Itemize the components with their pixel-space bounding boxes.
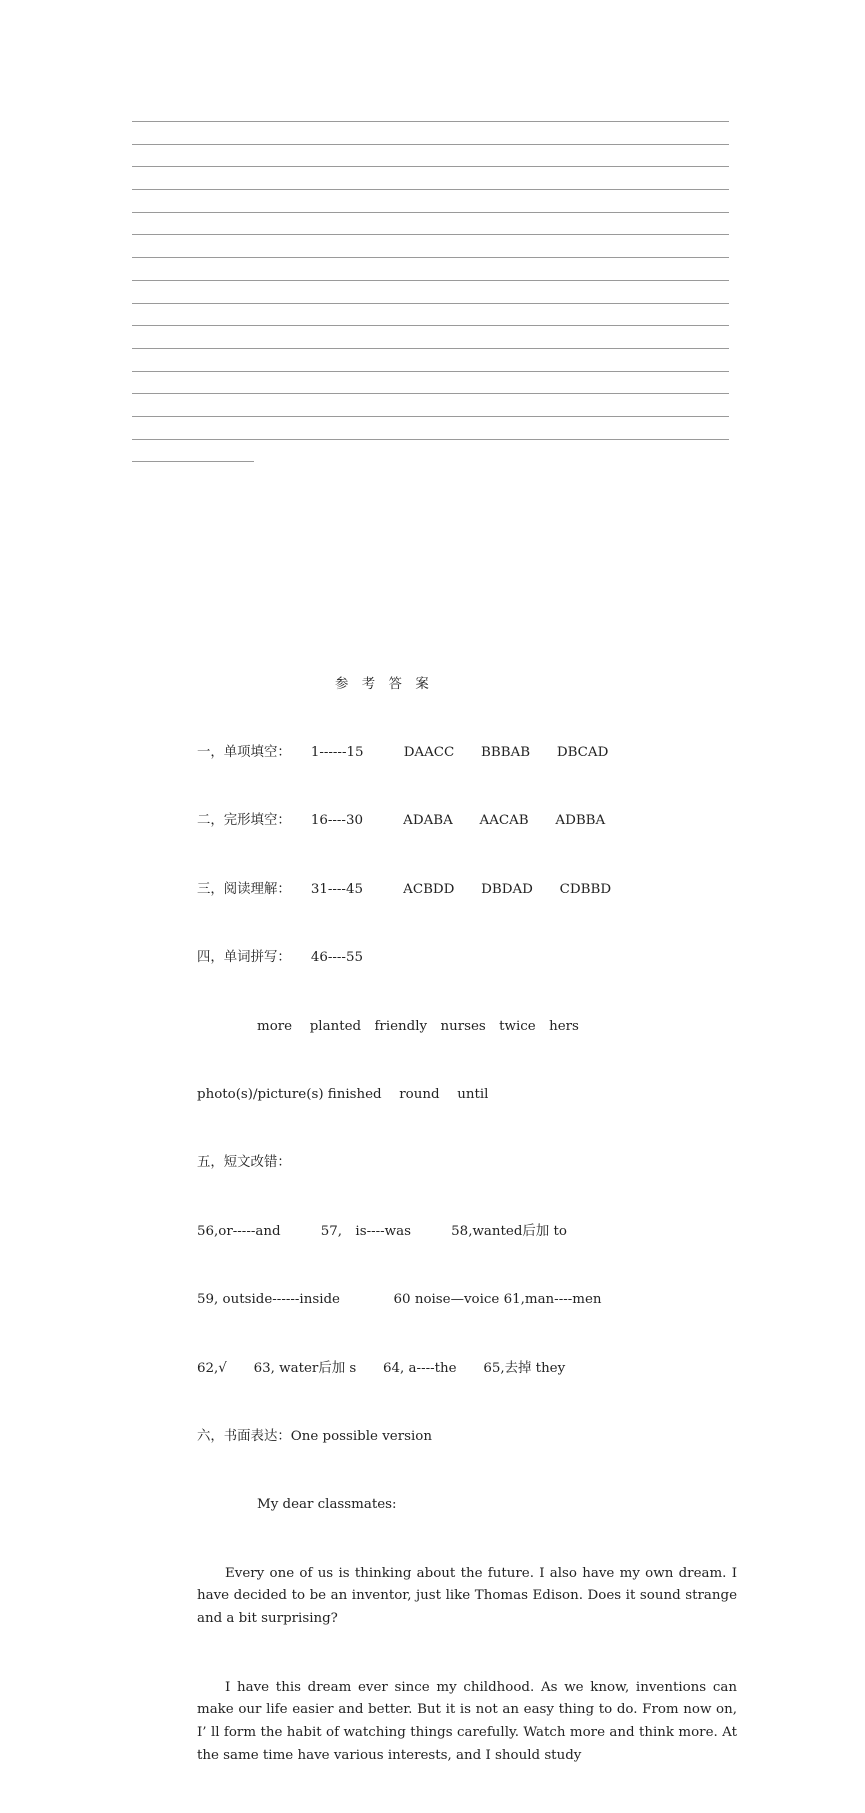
writing-line: [132, 280, 729, 281]
spelling-answers-2: photo(s)/picture(s) finished round until: [197, 1086, 489, 1102]
writing-line: [132, 144, 729, 145]
correction-answers-1: 56,or-----and 57, is----was 58,wanted后加 to: [197, 1223, 567, 1239]
writing-line: [132, 371, 729, 372]
writing-line: [132, 234, 729, 235]
writing-line: [132, 393, 729, 394]
section-cloze: 二，完形填空： 16----30 ADABA AACAB ADBBA: [197, 813, 606, 829]
writing-line: [132, 325, 729, 326]
writing-line: [132, 439, 729, 440]
writing-line: [132, 121, 729, 122]
spelling-answers-1: more planted friendly nurses twice hers: [257, 1018, 579, 1034]
writing-line: [132, 166, 729, 167]
writing-line: [132, 212, 729, 213]
section-error-correction: 五，短文改错：: [197, 1155, 291, 1171]
writing-lines: [132, 121, 729, 484]
writing-line: [132, 348, 729, 349]
essay-paragraph-1: Every one of us is thinking about the future. I also have my own dream. I have decided to be an inventor, just like Thomas Edison. Does it sound strange and a bit surprising?: [197, 1565, 737, 1627]
section-single-choice: 一，单项填空： 1------15 DAACC BBBAB DBCAD: [197, 744, 609, 760]
writing-line-short: [132, 461, 254, 462]
section-spelling: 四，单词拼写： 46----55: [197, 950, 363, 966]
writing-line: [132, 257, 729, 258]
answer-key-title: 参 考 答 案: [335, 676, 429, 692]
correction-answers-3: 62,√ 63, water后加 s 64, a----the 65,去掉 they: [197, 1360, 566, 1376]
writing-line: [132, 303, 729, 304]
essay-paragraph-2: I have this dream ever since my childhood. As we know, inventions can make our life easier and better. But it is not an easy thing to do. From now on, I’ ll form the habit of watching things carefully. Watch more and think more. At the same time have various interests, and I should study: [197, 1679, 737, 1764]
correction-answers-2: 59, outside------inside 60 noise—voice 61,man----men: [197, 1292, 602, 1308]
writing-line: [132, 416, 729, 417]
essay-greeting: My dear classmates:: [257, 1497, 397, 1513]
answer-key: [197, 628, 737, 1813]
section-writing: 六，书面表达：One possible version: [197, 1428, 432, 1444]
writing-line: [132, 189, 729, 190]
section-reading: 三，阅读理解： 31----45 ACBDD DBDAD CDBBD: [197, 881, 612, 897]
